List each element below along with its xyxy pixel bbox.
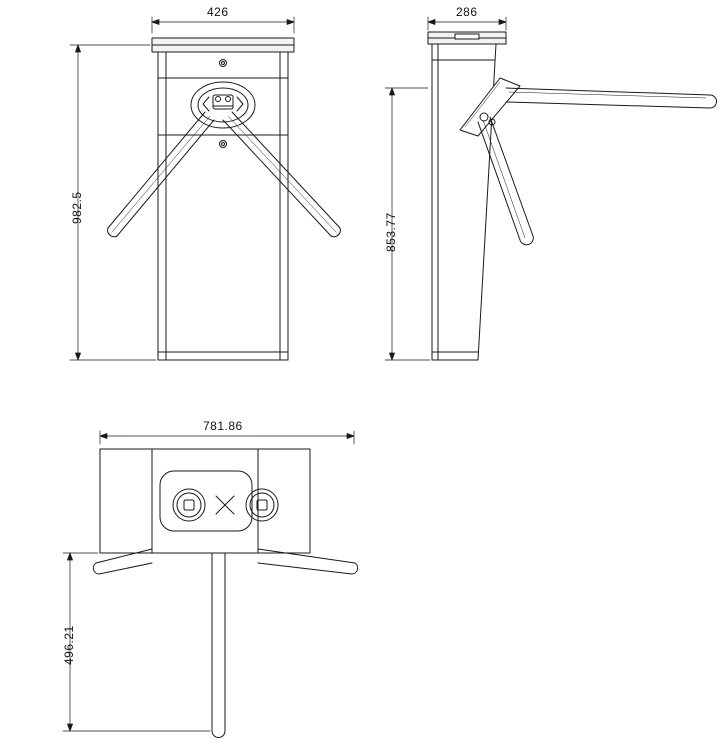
dim-label-top-width: 781.86 bbox=[203, 419, 243, 433]
dim-label-front-height: 982.5 bbox=[70, 191, 84, 224]
side-view-geometry bbox=[428, 32, 717, 360]
dim-label-side-height: 853.77 bbox=[384, 212, 398, 252]
dim-label-top-depth: 496.21 bbox=[62, 625, 76, 665]
dim-top-depth bbox=[63, 553, 210, 731]
dim-label-side-width: 286 bbox=[456, 5, 478, 19]
dim-front-width bbox=[152, 17, 294, 33]
dim-label-front-width: 426 bbox=[207, 5, 229, 19]
top-view-geometry bbox=[93, 449, 357, 738]
front-view-geometry bbox=[108, 38, 341, 360]
